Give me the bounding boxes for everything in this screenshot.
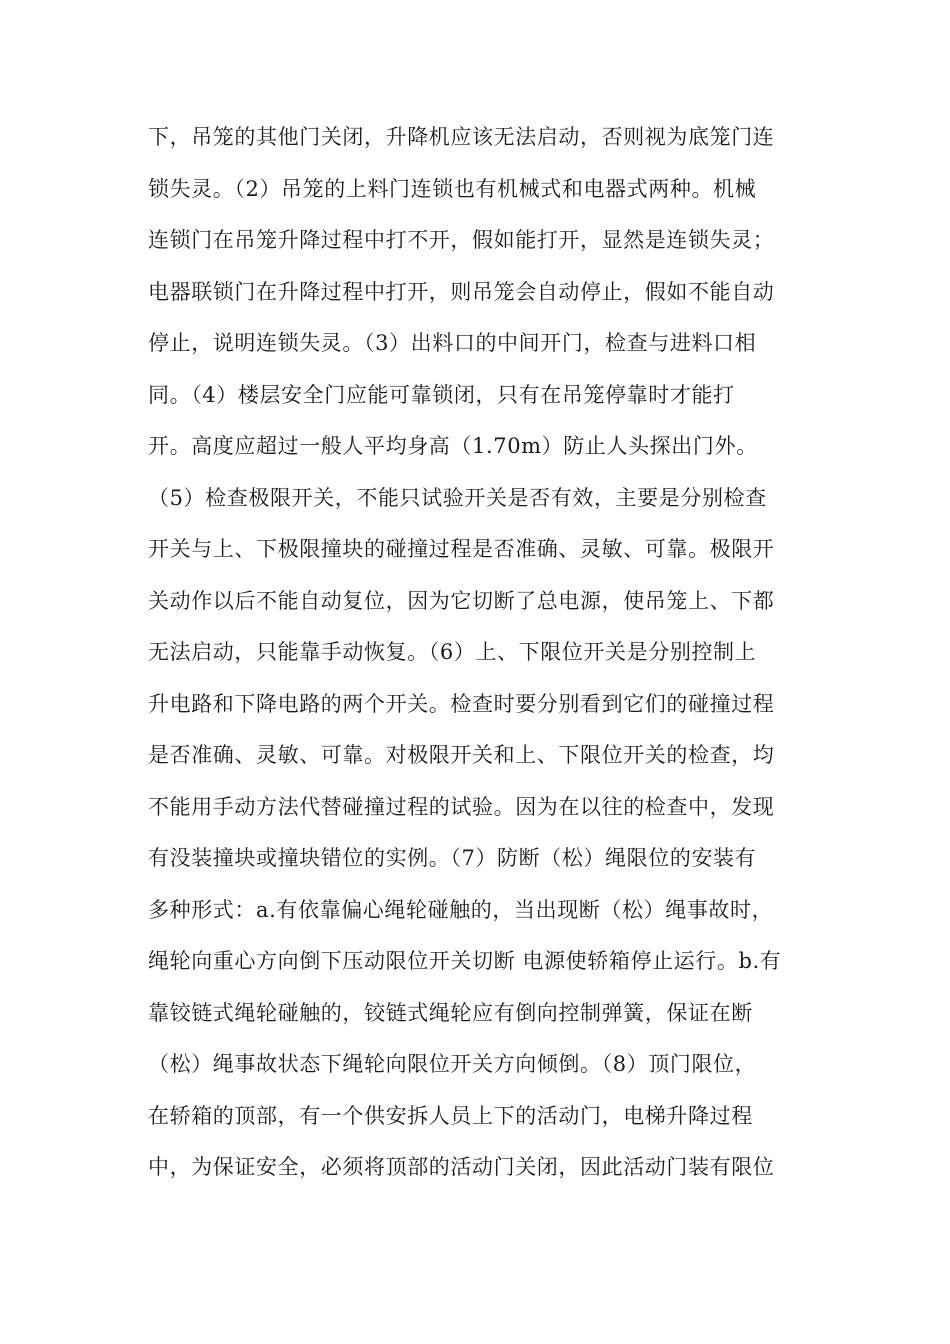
text-line: （松）绳事故状态下绳轮向限位开关方向倾倒。（8）顶门限位， <box>148 1052 757 1076</box>
text-line: 靠铰链式绳轮碰触的，铰链式绳轮应有倒向控制弹簧，保证在断 <box>148 1000 753 1025</box>
text-line: 升电路和下降电路的两个开关。检查时要分别看到它们的碰撞过程 <box>148 691 775 716</box>
text-line: 是否准确、灵敏、可靠。对极限开关和上、下限位开关的检查，均 <box>148 743 775 767</box>
text-line: 开关与上、下极限撞块的碰撞过程是否准确、灵敏、可靠。极限开 <box>148 537 775 561</box>
text-line: 连锁门在吊笼升降过程中打不开，假如能打开，显然是连锁失灵； <box>148 228 775 252</box>
body-text <box>148 112 808 1194</box>
text-line: 电器联锁门在升降过程中打开，则吊笼会自动停止，假如不能自动 <box>148 279 775 304</box>
text-line: 中，为保证安全，必须将顶部的活动门关闭，因此活动门装有限位 <box>148 1155 775 1179</box>
text-line: 关动作以后不能自动复位，因为它切断了总电源，使吊笼上、下都 <box>148 588 775 613</box>
text-line: 多种形式：a.有依靠偏心绳轮碰触的，当出现断（松）绳事故时， <box>148 897 774 922</box>
text-line: 停止，说明连锁失灵。（3）出料口的中间开门，检查与进料口相 <box>148 331 757 355</box>
text-line: 在轿箱的顶部，有一个供安拆人员上下的活动门，电梯升降过程 <box>148 1103 753 1128</box>
text-line: （5）检查极限开关，不能只试验开关是否有效，主要是分别检查 <box>148 485 767 510</box>
text-line: 开。高度应超过一般人平均身高（1.70m）防止人头探出门外。 <box>148 434 758 458</box>
text-line: 不能用手动方法代替碰撞过程的试验。因为在以往的检查中，发现 <box>148 794 775 819</box>
text-line: 下，吊笼的其他门关闭，升降机应该无法启动，否则视为底笼门连 <box>148 125 775 149</box>
text-line: 锁失灵。（2）吊笼的上料门连锁也有机械式和电器式两种。机械 <box>148 176 757 201</box>
text-line: 有没装撞块或撞块错位的实例。（7）防断（松）绳限位的安装有 <box>148 846 757 870</box>
text-line: 同。（4）楼层安全门应能可靠锁闭，只有在吊笼停靠时才能打 <box>148 382 735 407</box>
text-line: 绳轮向重心方向倒下压动限位开关切断 电源使轿箱停止运行。b.有 <box>148 949 782 973</box>
text-line: 无法启动，只能靠手动恢复。（6）上、下限位开关是分别控制上 <box>148 640 757 664</box>
